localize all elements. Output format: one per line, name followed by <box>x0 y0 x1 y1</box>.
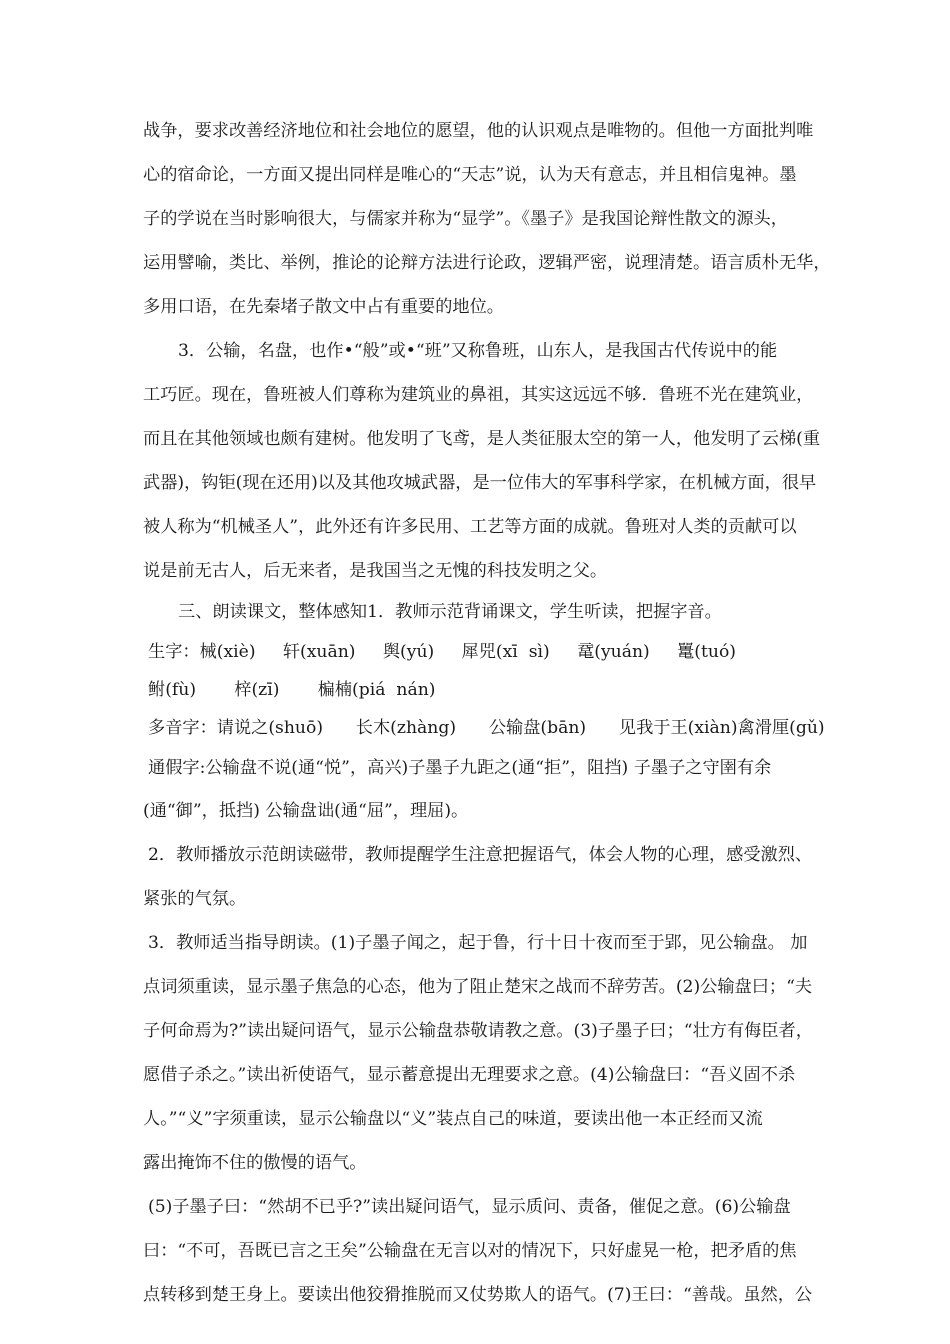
paragraph-line: 紧张的气氛。 <box>143 889 247 909</box>
paragraph-line: 而且在其他领域也颇有建树。他发明了飞鸢，是人类征服太空的第一人，他发明了云梯(重 <box>143 429 821 449</box>
paragraph-line: 2．教师播放示范朗读磁带，教师提醒学生注意把握语气，体会人物的心理，感受激烈、 <box>148 845 813 865</box>
polyphonic-characters-line: 多音字：请说之(shuō) 长木(zhàng) 公输盘(bān) 见我于王(xiàn)禽滑厘(gǔ) <box>148 718 825 738</box>
paragraph-line: (5)子墨子曰：“然胡不已乎?”读出疑问语气，显示质问、责备，催促之意。(6)公输盘 <box>148 1197 791 1217</box>
paragraph-line: 心的宿命论，一方面又提出同样是唯心的“天志”说，认为天有意志，并且相信鬼神。墨 <box>143 165 797 185</box>
paragraph-line: 多用口语，在先秦堵子散文中占有重要的地位。 <box>143 297 504 317</box>
paragraph-line: 愿借子杀之。”读出祈使语气，显示蓄意提出无理要求之意。(4)公输盘曰：“吾义固不杀 <box>143 1065 796 1085</box>
paragraph-line: 露出掩饰不住的傲慢的语气。 <box>143 1153 367 1173</box>
paragraph-line: 战争，要求改善经济地位和社会地位的愿望，他的认识观点是唯物的。但他一方面批判唯 <box>143 121 814 141</box>
paragraph-line: 点词须重读，显示墨子焦急的心态，他为了阻止楚宋之战而不辞劳苦。(2)公输盘曰；“夫 <box>143 977 813 997</box>
paragraph-line: 被人称为“机械圣人”，此外还有许多民用、工艺等方面的成就。鲁班对人类的贡献可以 <box>143 517 797 537</box>
paragraph-line: 3．教师适当指导朗读。(1)子墨子闻之，起于鲁，行十日十夜而至于郢，见公输盘。 加 <box>148 933 808 953</box>
paragraph-line: 工巧匠。现在，鲁班被人们尊称为建筑业的鼻祖，其实这远远不够．鲁班不光在建筑业， <box>143 385 814 405</box>
new-characters-line: 鲋(fù) 梓(zī) 楄楠(piá nán) <box>148 680 436 700</box>
paragraph-line: 子的学说在当时影响很大，与儒家并称为“显学”。《墨子》是我国论辩性散文的源头， <box>143 209 788 229</box>
section-heading: 三、朗读课文，整体感知1．教师示范背诵课文，学生听读，把握字音。 <box>178 602 722 622</box>
new-characters-line: 生字：械(xiè) 轩(xuān) 舆(yú) 犀兕(xī sì) 鼋(yuán) 鼍(tuó) <box>148 642 737 662</box>
paragraph-line: 3．公输，名盘，也作•“般”或•“班”又称鲁班，山东人，是我国古代传说中的能 <box>178 341 778 361</box>
paragraph-line: 武器)，钩钜(现在还用)以及其他攻城武器，是一位伟大的军事科学家，在机械方面，很早 <box>143 473 817 493</box>
tongjia-characters-line: (通“御”，抵挡) 公输盘诎(通“屈”，理屈)。 <box>143 801 469 821</box>
paragraph-line: 子何命焉为?”读出疑问语气，显示公输盘恭敬请教之意。(3)子墨子曰；“壮方有侮臣者， <box>143 1021 813 1041</box>
paragraph-line: 人。”“义”字须重读，显示公输盘以“义”装点自己的味道，要读出他一本正经而又流 <box>143 1109 763 1129</box>
paragraph-line: 说是前无古人，后无来者，是我国当之无愧的科技发明之父。 <box>143 561 608 581</box>
paragraph-line: 运用譬喻，类比、举例，推论的论辩方法进行论政，逻辑严密，说理清楚。语言质朴无华， <box>143 253 831 273</box>
paragraph-line: 点转移到楚王身上。要读出他狡猾推脱而又仗势欺人的语气。(7)王曰：“善哉。虽然，公 <box>143 1285 813 1305</box>
tongjia-characters-line: 通假字:公输盘不说(通“悦”，高兴)子墨子九距之(通“拒”，阻挡) 子墨子之守圉有余 <box>148 758 772 778</box>
paragraph-line: 曰：“不可，吾既已言之王矣”公输盘在无言以对的情况下，只好虚晃一枪，把矛盾的焦 <box>143 1241 797 1261</box>
